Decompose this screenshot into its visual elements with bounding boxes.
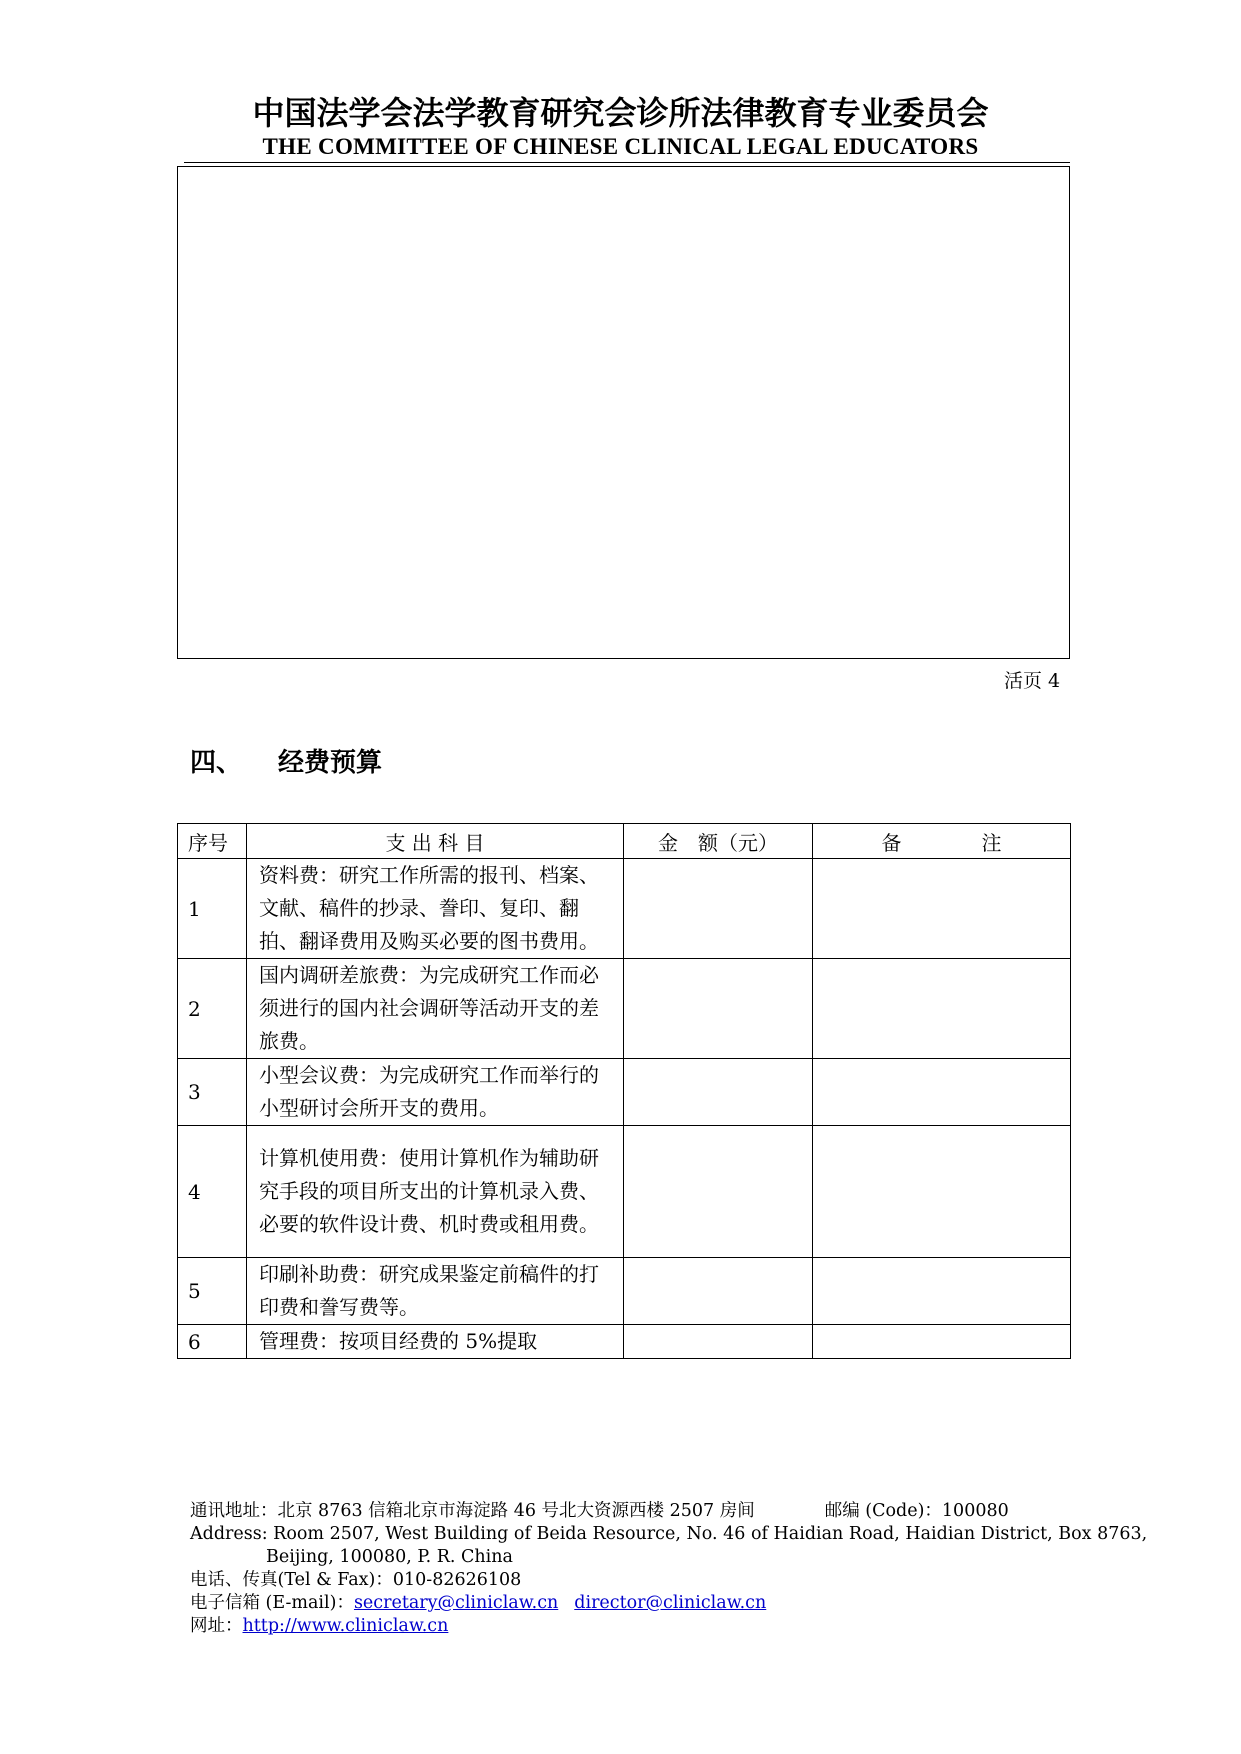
email-line [190,1592,1070,1615]
row-remark-cell[interactable] [813,1059,1071,1126]
row-index: 6 [178,1325,247,1359]
blank-content-box [177,166,1070,659]
header-item: 支 出 科 目 [247,824,624,859]
website-label: 网址： [190,1616,243,1636]
row-remark-cell[interactable] [813,859,1071,959]
email-label: 电子信箱 (E-mail)： [190,1593,354,1613]
row-item: 资料费：研究工作所需的报刊、档案、文献、稿件的抄录、誊印、复印、翻拍、翻译费用及购买必要的图书费用。 [247,859,624,959]
row-item: 印刷补助费：研究成果鉴定前稿件的打印费和誊写费等。 [247,1258,624,1325]
phone-fax: 电话、传真(Tel & Fax)：010-82626108 [190,1570,522,1590]
section-number: 四、 [190,748,243,778]
address-english-1: Address: Room 2507, West Building of Beida Resource, No. 46 of Haidian Road, Haidian District, Box 8763, [190,1524,1148,1544]
table-header-row [178,824,1071,859]
row-remark-cell[interactable] [813,959,1071,1059]
row-index: 5 [178,1258,247,1325]
row-index: 2 [178,959,247,1059]
row-item: 计算机使用费：使用计算机作为辅助研究手段的项目所支出的计算机录入费、必要的软件设计费、机时费或租用费。 [247,1126,624,1258]
header-remark: 备 注 [813,824,1071,859]
row-index: 1 [178,859,247,959]
table-row [178,959,1071,1059]
row-index: 4 [178,1126,247,1258]
row-amount-cell[interactable] [624,859,813,959]
row-amount-cell[interactable] [624,1258,813,1325]
email-secretary-link[interactable]: secretary@cliniclaw.cn [353,1593,559,1613]
header-amount: 金 额（元） [624,824,813,859]
table-row [178,1258,1071,1325]
loose-page-label: 活页 4 [1004,670,1061,692]
address-english-2: Beijing, 100080, P. R. China [266,1547,513,1567]
section-heading [190,742,382,779]
address-chinese: 通讯地址：北京 8763 信箱北京市海淀路 46 号北大资源西楼 2507 房间 [190,1501,755,1521]
row-remark-cell[interactable] [813,1126,1071,1258]
row-amount-cell[interactable] [624,1325,813,1359]
website-link[interactable]: http://www.cliniclaw.cn [242,1616,449,1636]
website-line [190,1615,1070,1638]
row-amount-cell[interactable] [624,959,813,1059]
table-row [178,1059,1071,1126]
table-row [178,1325,1071,1359]
row-amount-cell[interactable] [624,1059,813,1126]
header-title-english: THE COMMITTEE OF CHINESE CLINICAL LEGAL EDUCATORS [262,134,979,159]
postcode: 邮编 (Code)：100080 [824,1501,1009,1521]
header-divider [184,162,1070,163]
budget-table [177,823,1071,1359]
row-remark-cell[interactable] [813,1325,1071,1359]
header-index: 序号 [178,824,247,859]
row-item: 管理费：按项目经费的 5%提取 [247,1325,624,1359]
row-item: 小型会议费：为完成研究工作而举行的小型研讨会所开支的费用。 [247,1059,624,1126]
footer-address-line [190,1500,1070,1523]
row-item: 国内调研差旅费：为完成研究工作而必须进行的国内社会调研等活动开支的差旅费。 [247,959,624,1059]
table-row [178,1126,1071,1258]
row-index: 3 [178,1059,247,1126]
table-row [178,859,1071,959]
row-remark-cell[interactable] [813,1258,1071,1325]
footer-contact [190,1500,1148,1638]
section-title: 经费预算 [278,748,383,778]
header-title-chinese: 中国法学会法学教育研究会诊所法律教育专业委员会 [252,94,989,132]
row-amount-cell[interactable] [624,1126,813,1258]
email-director-link[interactable]: director@cliniclaw.cn [574,1593,767,1613]
